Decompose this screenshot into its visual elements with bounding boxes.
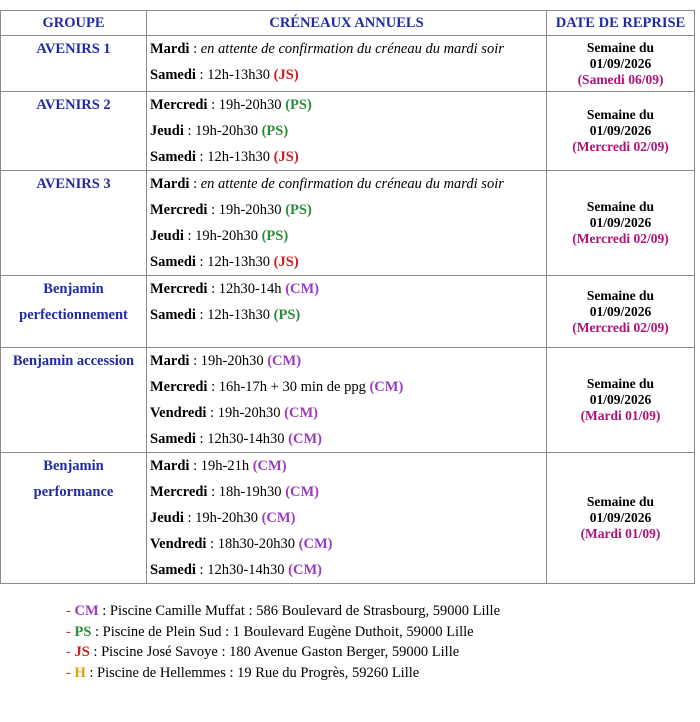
slot-pool-code: (CM) (252, 458, 287, 474)
table-row (1, 171, 695, 276)
slots-cell (147, 453, 547, 584)
group-name: AVENIRS 1 (36, 41, 111, 57)
legend-text: : Piscine José Savoye : 180 Avenue Gaston Berger, 59000 Lille (89, 644, 460, 660)
slot-line (147, 118, 546, 144)
slot-line (147, 249, 546, 275)
slot-time: 12h30-14h30 (207, 562, 289, 578)
slot-line (147, 144, 546, 170)
slot-line (147, 505, 546, 531)
reprise-day: (Samedi 06/09) (577, 71, 664, 87)
legend-code: CM (74, 603, 99, 619)
reprise-line: 01/09/2026 (589, 123, 652, 138)
slot-time: 19h-20h30 (218, 202, 286, 218)
header-row (1, 11, 695, 36)
reprise-line: 01/09/2026 (589, 215, 652, 230)
slot-day: Samedi (150, 67, 196, 83)
legend (66, 601, 500, 683)
slot-time: 19h-20h30 (217, 405, 285, 421)
slot-pool-code: (PS) (261, 228, 289, 244)
reprise-cell (547, 171, 695, 276)
legend-code: JS (74, 644, 90, 660)
group-name: Benjamin (43, 458, 104, 474)
slot-time: 12h-13h30 (207, 254, 274, 270)
slot-time: 12h-13h30 (207, 67, 274, 83)
slot-line (147, 374, 546, 400)
slot-day: Mercredi (150, 202, 208, 218)
legend-dash: - (66, 664, 75, 681)
legend-item (66, 642, 500, 663)
table-row (1, 36, 695, 92)
slot-pool-code: (CM) (284, 405, 318, 421)
slot-line (147, 276, 546, 302)
slots-cell (147, 171, 547, 276)
group-cell (1, 92, 147, 171)
slot-sep: : (206, 536, 218, 552)
legend-code: H (74, 664, 86, 681)
legend-item (66, 663, 500, 684)
slot-line (147, 62, 546, 88)
group-cell (1, 348, 147, 453)
legend-text: : Piscine de Hellemmes : 19 Rue du Progrès, 59260 Lille (85, 664, 420, 681)
header-reprise: DATE DE REPRISE (547, 11, 695, 36)
slot-pool-code: (CM) (285, 484, 320, 500)
slot-day: Mercredi (150, 379, 208, 395)
slot-line (147, 400, 546, 426)
slot-sep: : (206, 405, 218, 421)
reprise-day: (Mercredi 02/09) (572, 319, 669, 335)
slot-line (147, 171, 546, 197)
slot-day: Samedi (150, 149, 196, 165)
slot-day: Mercredi (150, 281, 208, 297)
group-name: perfectionnement (19, 307, 128, 323)
legend-text: : Piscine de Plein Sud : 1 Boulevard Eugène Duthoit, 59000 Lille (91, 623, 474, 640)
reprise-day: (Mardi 01/09) (580, 526, 661, 541)
slot-sep: : (207, 202, 219, 218)
slot-sep: : (207, 281, 219, 297)
group-name: AVENIRS 2 (36, 97, 111, 113)
slot-pool-code: (JS) (273, 67, 299, 83)
slot-sep: : (189, 176, 201, 192)
slot-day: Mardi (150, 41, 190, 57)
legend-dash: - (66, 644, 75, 660)
slot-time: 18h-19h30 (218, 484, 286, 500)
reprise-cell (547, 92, 695, 171)
reprise-cell (547, 453, 695, 584)
reprise-line: 01/09/2026 (589, 303, 652, 319)
slot-pool-code: (PS) (285, 97, 312, 113)
header-groupe: GROUPE (1, 11, 147, 36)
slot-day: Mardi (150, 458, 190, 474)
slot-day: Mercredi (150, 97, 208, 113)
slot-pool-code: (CM) (369, 379, 404, 395)
slot-sep: : (183, 228, 196, 244)
slots-cell (147, 92, 547, 171)
slot-line (147, 453, 546, 479)
slot-sep: : (195, 254, 208, 270)
group-cell (1, 453, 147, 584)
slot-time: 19h-20h30 (195, 228, 262, 244)
legend-item (66, 601, 500, 622)
slot-pool-code: (PS) (273, 307, 301, 323)
slot-sep: : (207, 484, 219, 500)
table-row (1, 276, 695, 348)
slot-time: 12h30-14h (218, 281, 286, 297)
slot-note: en attente de confirmation du créneau du mardi soir (200, 176, 504, 192)
reprise-day: (Mardi 01/09) (580, 408, 661, 423)
slot-day: Samedi (150, 431, 196, 447)
legend-text: : Piscine Camille Muffat : 586 Boulevard de Strasbourg, 59000 Lille (98, 603, 501, 619)
slot-line (147, 348, 546, 374)
slot-day: Vendredi (150, 536, 207, 552)
table-row (1, 92, 695, 171)
slot-time: 18h30-20h30 (217, 536, 299, 552)
reprise-day: (Mercredi 02/09) (572, 231, 669, 246)
group-name: AVENIRS 3 (36, 176, 111, 192)
slot-pool-code: (CM) (285, 281, 320, 297)
schedule-table (0, 10, 695, 584)
slot-line (147, 223, 546, 249)
reprise-day: (Mercredi 02/09) (572, 139, 669, 154)
legend-item (66, 622, 500, 643)
slot-sep: : (189, 353, 201, 369)
slot-day: Mercredi (150, 484, 208, 500)
slot-time: 19h-20h30 (218, 97, 286, 113)
reprise-line: Semaine du (586, 39, 655, 55)
slot-time: 19h-20h30 (200, 353, 268, 369)
slot-time: 12h-13h30 (207, 307, 274, 323)
slot-sep: : (183, 123, 196, 139)
slot-day: Jeudi (150, 123, 184, 139)
group-cell (1, 36, 147, 92)
slot-note: en attente de confirmation du créneau du mardi soir (200, 41, 504, 57)
slot-sep: : (189, 458, 201, 474)
slot-sep: : (207, 379, 219, 395)
slot-sep: : (195, 562, 208, 578)
slot-line (147, 197, 546, 223)
slot-line (147, 531, 546, 557)
reprise-line: Semaine du (586, 376, 655, 391)
slot-day: Samedi (150, 307, 196, 323)
slot-sep: : (195, 149, 208, 165)
slot-time: 19h-20h30 (195, 123, 262, 139)
slot-pool-code: (JS) (273, 254, 299, 270)
slot-time: 12h-13h30 (207, 149, 274, 165)
reprise-cell (547, 36, 695, 92)
slot-sep: : (195, 431, 208, 447)
reprise-cell (547, 276, 695, 348)
header-creneaux: CRÉNEAUX ANNUELS (147, 11, 547, 36)
legend-dash: - (66, 603, 75, 619)
reprise-cell (547, 348, 695, 453)
slot-pool-code: (CM) (288, 562, 322, 578)
slot-day: Jeudi (150, 228, 184, 244)
group-name: Benjamin (43, 281, 104, 297)
slot-line (147, 36, 546, 62)
legend-dash: - (66, 623, 75, 640)
slot-sep: : (195, 307, 208, 323)
slot-sep: : (195, 67, 208, 83)
slot-pool-code: (PS) (261, 123, 289, 139)
slot-pool-code: (CM) (267, 353, 302, 369)
slots-cell (147, 276, 547, 348)
slot-pool-code: (JS) (273, 149, 299, 165)
table-row (1, 453, 695, 584)
slot-line (147, 302, 546, 328)
slot-day: Jeudi (150, 510, 184, 526)
slot-day: Samedi (150, 254, 196, 270)
reprise-line: 01/09/2026 (589, 510, 652, 525)
slot-day: Mardi (150, 353, 190, 369)
slots-cell (147, 36, 547, 92)
slot-time: 19h-21h (200, 458, 253, 474)
slot-sep: : (207, 97, 219, 113)
reprise-line: 01/09/2026 (589, 392, 652, 407)
slot-sep: : (189, 41, 201, 57)
slot-day: Mardi (150, 176, 190, 192)
slot-sep: : (183, 510, 196, 526)
legend-code: PS (74, 623, 92, 640)
slot-line (147, 479, 546, 505)
group-name: Benjamin accession (12, 353, 135, 369)
slot-time: 12h30-14h30 (207, 431, 289, 447)
slot-pool-code: (CM) (298, 536, 333, 552)
slot-day: Vendredi (150, 405, 207, 421)
reprise-line: Semaine du (586, 287, 655, 303)
slot-pool-code: (CM) (261, 510, 296, 526)
group-cell (1, 171, 147, 276)
slot-line (147, 557, 546, 583)
slot-day: Samedi (150, 562, 196, 578)
slot-pool-code: (PS) (285, 202, 312, 218)
slot-line (147, 92, 546, 118)
table-row (1, 348, 695, 453)
group-name: performance (33, 484, 114, 500)
slots-cell (147, 348, 547, 453)
reprise-line: Semaine du (586, 494, 655, 509)
slot-pool-code: (CM) (288, 431, 322, 447)
reprise-line: Semaine du (586, 107, 655, 122)
slot-time: 16h-17h + 30 min de ppg (218, 379, 370, 395)
slot-time: 19h-20h30 (195, 510, 262, 526)
slot-line (147, 426, 546, 452)
group-cell (1, 276, 147, 348)
reprise-line: Semaine du (586, 199, 655, 214)
reprise-line: 01/09/2026 (589, 55, 652, 71)
